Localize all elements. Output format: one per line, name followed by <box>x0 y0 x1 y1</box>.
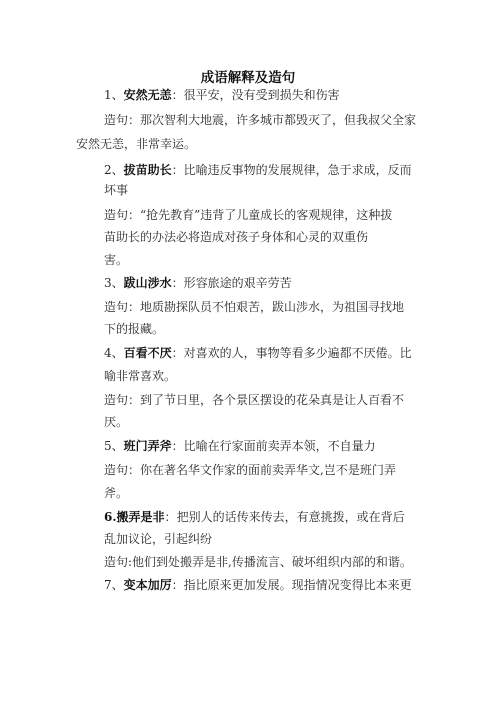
entry-2-example: 造句：“抢先教育”违背了儿童成长的客观规律，这种拔 <box>104 208 393 222</box>
entry-number: 3、 <box>104 276 124 290</box>
entry-definition: 对喜欢的人，事物等看多少遍都不厌倦。比 <box>183 346 412 360</box>
entry-separator: ： <box>171 88 184 102</box>
entry-number: 6. <box>104 510 117 524</box>
entry-5-head <box>104 439 376 453</box>
entry-number: 7、 <box>104 578 124 592</box>
entry-2-example: 害。 <box>104 253 129 267</box>
entry-separator: ： <box>171 163 184 177</box>
entry-separator: ： <box>164 510 177 524</box>
entry-definition: 形容旅途的艰辛劳苦 <box>183 276 292 290</box>
entry-4-example: 厌。 <box>104 415 129 429</box>
entry-2-example: 苗助长的办法必将造成对孩子身体和心灵的双重伤 <box>104 230 369 244</box>
entry-1-head <box>104 88 340 102</box>
entry-3-example: 下的报藏。 <box>104 322 165 336</box>
entry-definition: 把别人的话传来传去，有意挑拨，或在背后 <box>176 510 405 524</box>
entry-5-example: 造句：你在著名华文作家的面前卖弄华文,岂不是班门弄 <box>104 463 396 477</box>
entry-term: 百看不厌 <box>123 346 172 360</box>
entry-term: 跋山涉水 <box>123 276 172 290</box>
entry-3-head <box>104 276 292 290</box>
entry-1-example: 造句：那次智利大地震，许多城市都毁灭了，但我叔父全家 <box>104 113 417 127</box>
entry-7-head <box>104 578 412 592</box>
document-title: 成语解释及造句 <box>200 70 296 86</box>
entry-6-head <box>104 510 405 524</box>
entry-2-definition: 坏事 <box>104 183 129 197</box>
entry-number: 2、 <box>104 163 124 177</box>
entry-6-example: 造句:他们到处搬弄是非,传播流言、破坏组织内部的和谐。 <box>104 555 412 569</box>
entry-definition: 比喻违反事物的发展规律，急于求成，反而 <box>183 163 412 177</box>
entry-term: 变本加厉 <box>123 578 172 592</box>
entry-number: 5、 <box>104 439 124 453</box>
entry-4-definition: 喻非常喜欢。 <box>104 369 177 383</box>
entry-number: 1、 <box>104 88 124 102</box>
entry-3-example: 造句：地质勘探队员不怕艰苦，跋山涉水，为祖国寻找地 <box>104 300 405 314</box>
entry-definition: 比喻在行家面前卖弄本领，不自量力 <box>183 439 376 453</box>
entry-definition: 很平安，没有受到损失和伤害 <box>183 88 340 102</box>
entry-4-example: 造句：到了节日里，各个景区摆设的花朵真是让人百看不 <box>104 393 405 407</box>
entry-separator: ： <box>171 276 184 290</box>
entry-term: 安然无恙 <box>123 88 172 102</box>
entry-1-example: 安然无恙，非常幸运。 <box>76 137 197 151</box>
entry-4-head <box>104 346 412 360</box>
entry-separator: ： <box>171 346 184 360</box>
entry-separator: ： <box>171 439 184 453</box>
entry-definition: 指比原来更加发展。现指情况变得比本来更 <box>183 578 412 592</box>
entry-2-head <box>104 163 412 177</box>
entry-number: 4、 <box>104 346 124 360</box>
entry-5-example: 斧。 <box>104 486 129 500</box>
entry-term: 搬弄是非 <box>116 510 165 524</box>
entry-6-definition: 乱加议论，引起纠纷 <box>104 532 213 546</box>
entry-separator: ： <box>171 578 184 592</box>
entry-term: 拔苗助长 <box>123 163 172 177</box>
entry-term: 班门弄斧 <box>123 439 172 453</box>
